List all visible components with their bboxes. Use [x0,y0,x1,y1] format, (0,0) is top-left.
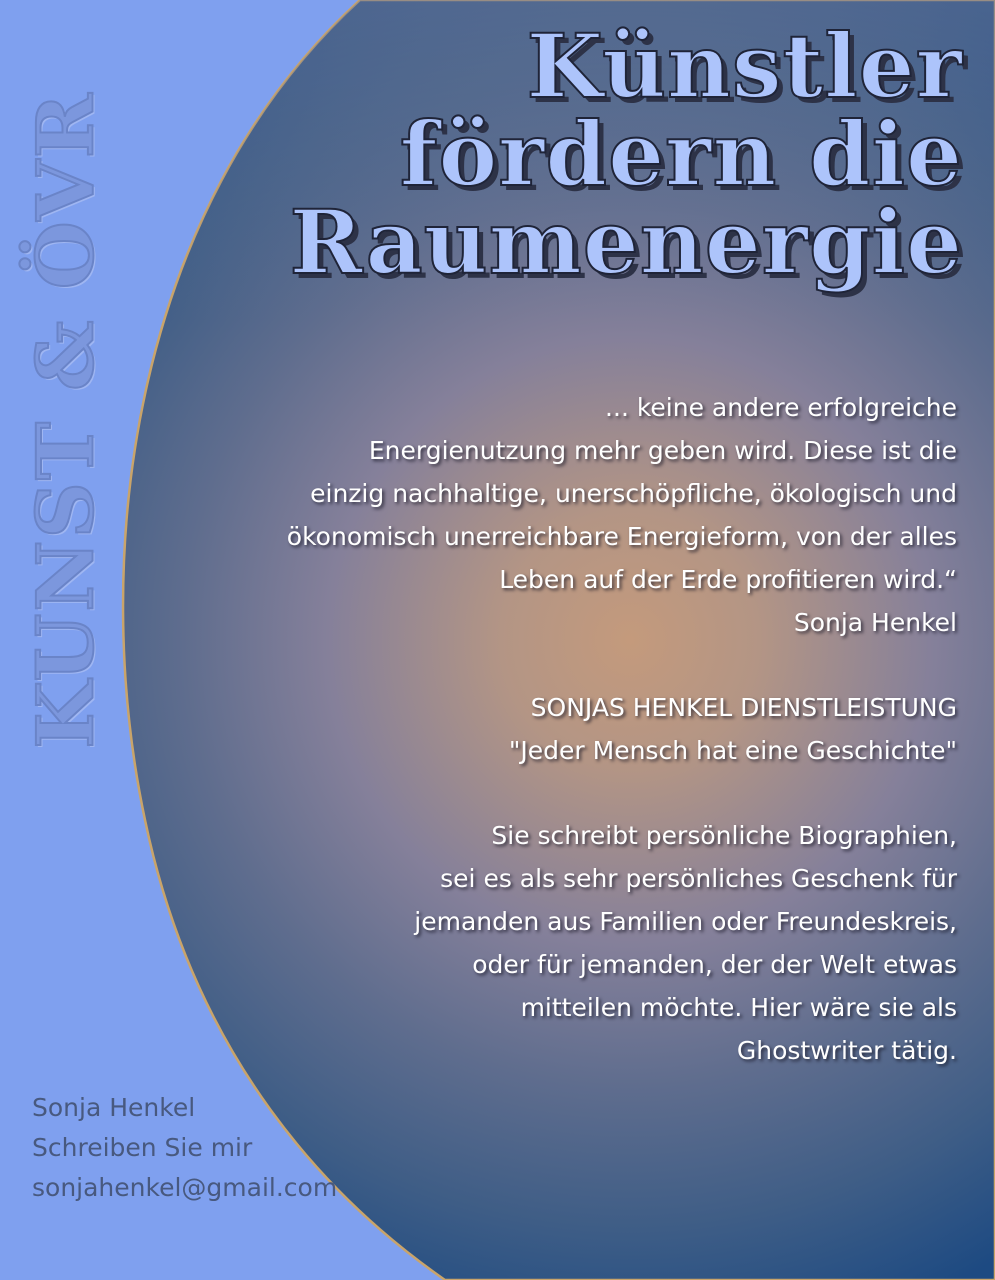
quote-block [287,386,957,644]
contact-cta: Schreiben Sie mir [32,1133,253,1162]
quote-line: Leben auf der Erde profitieren wird.“ [499,565,957,594]
contact-block [32,1088,337,1208]
quote-line: ökonomisch unerreichbare Energieform, von der alles [286,522,957,551]
quote-line: einzig nachhaltige, unerschöpfliche, ökologisch und [310,479,957,508]
bio-line: Ghostwriter tätig. [736,1036,957,1065]
bio-line: mitteilen möchte. Hier wäre sie als [520,993,957,1022]
contact-name: Sonja Henkel [32,1093,196,1122]
headline-line-3: Raumenergie [289,190,963,294]
contact-email[interactable]: sonjahenkel@gmail.com [32,1173,338,1202]
service-heading: SONJAS HENKEL DIENSTLEISTUNG [530,693,957,722]
quote-author: Sonja Henkel [793,608,957,637]
service-tagline: "Jeder Mensch hat eine Geschichte" [508,736,957,765]
bio-line: oder für jemanden, der der Welt etwas [472,950,957,979]
bio-line: sei es als sehr persönliches Geschenk für [440,864,957,893]
headline [203,14,963,294]
bio-line: jemanden aus Familien oder Freundeskreis, [414,907,957,936]
quote-line: Energienutzung mehr geben wird. Diese ist die [368,436,957,465]
headline-line-1: Künstler [526,14,963,118]
headline-line-2: fördern die [399,102,963,206]
quote-line: ... keine andere erfolgreiche [605,393,957,422]
bio-block [414,814,957,1072]
vertical-side-title: KUNST & ÖVR [20,91,112,749]
service-block [509,686,957,772]
bio-line: Sie schreibt persönliche Biographien, [491,821,957,850]
